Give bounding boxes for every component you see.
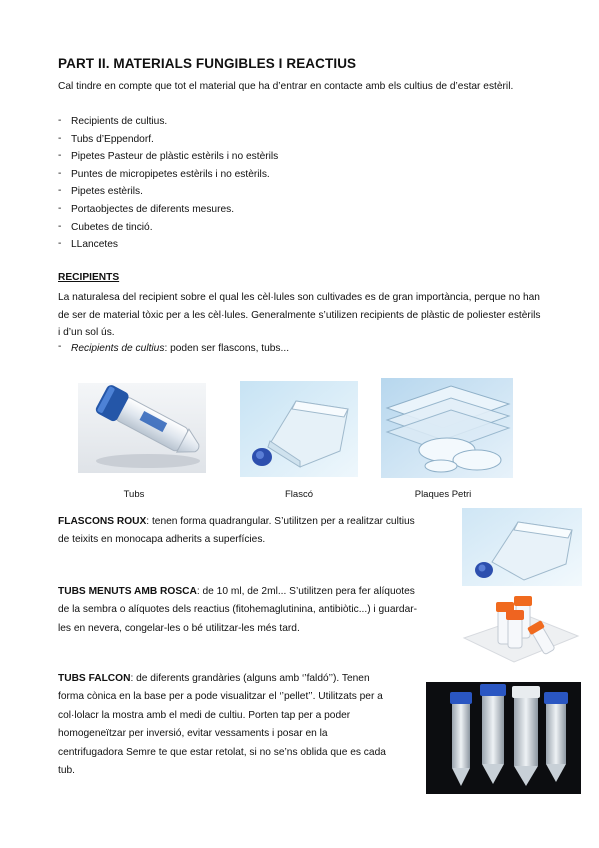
caption-petri: Plaques Petri xyxy=(414,489,472,500)
section-heading-recipients: RECIPIENTS xyxy=(58,272,120,283)
list-item: - Tubs d’Eppendorf. xyxy=(58,131,278,149)
falcon-line xyxy=(58,670,428,688)
small-tubes-photo xyxy=(458,588,582,672)
materials-list xyxy=(58,113,278,254)
petri-dishes-photo xyxy=(381,378,513,478)
tubs-menuts-paragraph xyxy=(58,583,458,638)
list-item: - Portaobjectes de diferents mesures. xyxy=(58,201,278,219)
flascons-line: de teixits en monocapa adherits a superfícies. xyxy=(58,534,266,546)
list-item: - Pipetes estèrils. xyxy=(58,183,278,201)
flask-photo xyxy=(240,381,358,477)
page-title: PART II. MATERIALS FUNGIBLES I REACTIUS xyxy=(58,56,357,71)
falcon-line: centrifugadora Semre te que estar retolat, si no se’ns oblida que es cada xyxy=(58,746,386,758)
intro-paragraph: Cal tindre en compte que tot el material que ha d’entrar en contacte amb els cultius de d’estar estèril. xyxy=(58,81,514,92)
list-item: - Puntes de micropipetes estèrils i no estèrils. xyxy=(58,166,278,184)
subitem-text: : poden ser flascons, tubs... xyxy=(164,343,290,354)
tubs-menuts-text: : de 10 ml, de 2ml... S’utilitzen pera fer alíquotes xyxy=(196,586,415,597)
flascons-text: : tenen forma quadrangular. S’utilitzen per a realitzar cultius xyxy=(146,516,415,527)
tubs-falcon-paragraph xyxy=(58,670,428,780)
flascons-line xyxy=(58,513,458,531)
recipients-subitem xyxy=(58,343,289,354)
flascons-label: FLASCONS ROUX xyxy=(58,516,147,527)
caption-flasco: Flascó xyxy=(285,489,313,500)
list-item: - Recipients de cultius. xyxy=(58,113,278,131)
list-item: - LLancetes xyxy=(58,236,278,254)
subitem-label: Recipients de cultius xyxy=(71,343,165,354)
falcon-line: forma cònica en la base per a pode visualitzar el ‘’pellet’’. Utilitzats per a xyxy=(58,691,383,703)
list-item: - Pipetes Pasteur de plàstic estèrils i no estèrils xyxy=(58,148,278,166)
falcon-line: col·lolacr la mostra amb el medi de cultiu. Porten tap per a poder xyxy=(58,709,351,721)
tubs-menuts-label: TUBS MENUTS AMB ROSCA xyxy=(58,586,197,597)
falcon-line: tub. xyxy=(58,765,75,777)
roux-flask-photo xyxy=(462,508,582,586)
falcon-text: : de diferents grandàries (alguns amb ‘’faldó’’). Tenen xyxy=(130,673,370,684)
list-item: - Cubetes de tinció. xyxy=(58,219,278,237)
tubs-menuts-line xyxy=(58,583,458,601)
tubs-menuts-line: les en nevera, congelar-les o bé utilitzar-les més tard. xyxy=(58,622,300,634)
recipients-paragraph: La naturalesa del recipient sobre el qual les cèl·lules son cultivades es de gran importància, perque no han de ser de material tòxic per a les cèl·lules. Generalmente s’utilizen recipients de plàstic de poliester estèrils i d’un sol ús. xyxy=(58,292,541,338)
falcon-tubes-photo xyxy=(426,682,581,794)
flascons-roux-paragraph xyxy=(58,513,458,550)
falcon-label: TUBS FALCON xyxy=(58,673,131,684)
falcon-line: homogeneïtzar per inversió, evitar vessaments i posar en la xyxy=(58,728,328,740)
tubs-menuts-line: de la sembra o alíquotes dels reactius (fitohemaglutinina, antibiòtic...) i guardar- xyxy=(58,604,418,616)
caption-tubs: Tubs xyxy=(123,489,145,500)
tube-photo xyxy=(78,383,206,473)
